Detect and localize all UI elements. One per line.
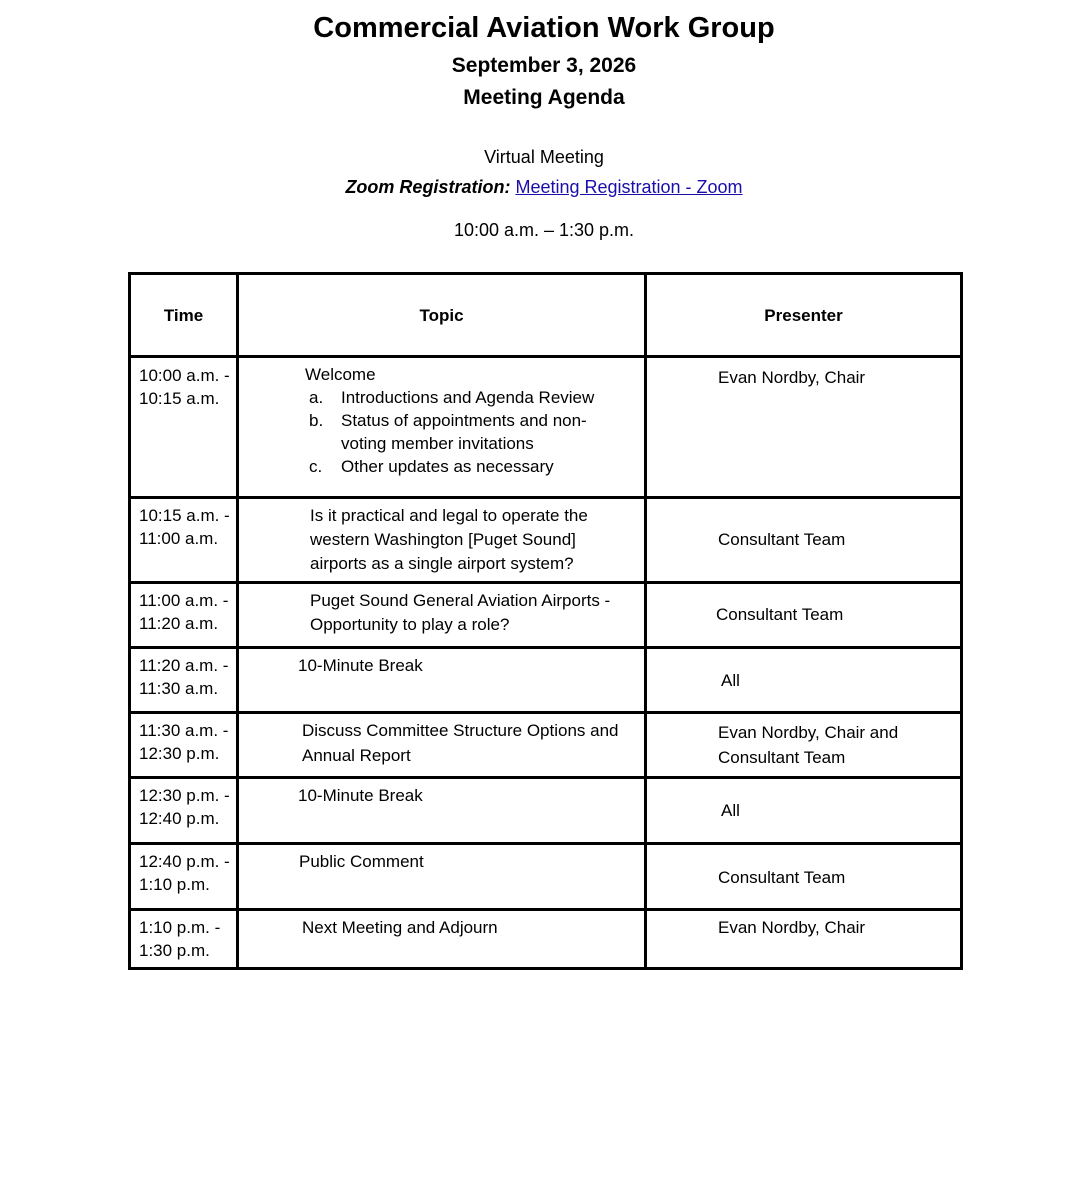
row-topic (305, 363, 625, 478)
meeting-venue: Virtual Meeting (484, 147, 604, 167)
row-time: 12:30 p.m. - 12:40 p.m. (139, 786, 230, 828)
document-title: Commercial Aviation Work Group (313, 12, 775, 44)
row-topic: 10-Minute Break (298, 786, 423, 805)
row-presenter: Consultant Team (716, 605, 844, 624)
meeting-date: September 3, 2026 (451, 54, 637, 77)
table-row (130, 648, 962, 713)
zoom-registration-label: Zoom Registration: (345, 177, 511, 197)
row-time: 11:30 a.m. - 12:30 p.m. (139, 721, 229, 763)
table-row (130, 357, 962, 498)
zoom-registration-link[interactable]: Meeting Registration - Zoom (515, 177, 743, 197)
meeting-hours: 10:00 a.m. – 1:30 p.m. (453, 220, 635, 240)
row-presenter: Consultant Team (718, 530, 846, 549)
row-topic: Public Comment (299, 852, 424, 871)
row-presenter: Evan Nordby, Chair (718, 368, 866, 387)
zoom-registration-line (0, 177, 1088, 198)
table-row (130, 498, 962, 583)
agenda-table (128, 272, 963, 970)
list-item: b. Status of appointments and non-voting member invitations (309, 411, 587, 453)
column-header-presenter: Presenter (646, 274, 962, 357)
row-topic: 10-Minute Break (298, 656, 423, 675)
row-time: 11:20 a.m. - 11:30 a.m. (139, 656, 229, 698)
row-presenter: All (721, 801, 740, 820)
list-item: c. Other updates as necessary (309, 457, 554, 476)
table-header-row (130, 274, 962, 357)
table-row (130, 910, 962, 969)
row-topic: Puget Sound General Aviation Airports - Opportunity to play a role? (310, 591, 611, 634)
table-row (130, 713, 962, 778)
topic-subitems (273, 386, 625, 478)
row-presenter: Evan Nordby, Chair and Consultant Team (718, 723, 899, 767)
row-presenter: All (721, 671, 740, 690)
column-header-topic: Topic (238, 274, 646, 357)
row-topic: Is it practical and legal to operate the western Washington [Puget Sound] airports as a single airport system? (310, 506, 588, 573)
row-presenter: Evan Nordby, Chair (718, 918, 866, 937)
row-time: 1:10 p.m. - 1:30 p.m. (139, 918, 221, 960)
list-item: a. Introductions and Agenda Review (309, 388, 595, 407)
table-row (130, 778, 962, 844)
table-row (130, 844, 962, 910)
table-row (130, 583, 962, 648)
row-presenter: Consultant Team (718, 868, 846, 887)
row-time: 11:00 a.m. - 11:20 a.m. (139, 591, 229, 633)
row-time: 10:15 a.m. - 11:00 a.m. (139, 506, 230, 548)
document-subtitle: Meeting Agenda (463, 86, 625, 109)
row-topic: Next Meeting and Adjourn (302, 918, 498, 937)
row-time: 12:40 p.m. - 1:10 p.m. (139, 852, 230, 894)
row-topic: Discuss Committee Structure Options and Annual Report (302, 721, 619, 765)
row-time: 10:00 a.m. - 10:15 a.m. (139, 366, 230, 408)
column-header-time: Time (130, 274, 238, 357)
topic-title: Welcome (305, 365, 376, 384)
